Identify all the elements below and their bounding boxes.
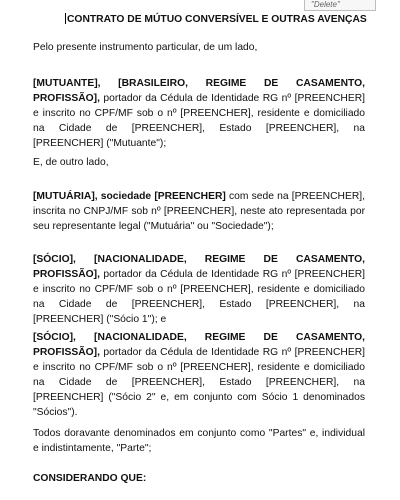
intro-paragraph: Pelo presente instrumento particular, de um lado, — [33, 42, 258, 53]
socio2-party-details: portador da Cédula de Identidade RG nº [PREENCHER] e inscrito no CPF/MF sob o nº [PREENCHER], residente e domiciliado na Cidade de [PREENCHER], Estado [PREENCHER], na [PREENCHER] ("Sócio 2" e, em conjunto com Sócio 1 denominados "Sócios"). — [33, 347, 365, 418]
document-title — [65, 13, 365, 25]
text-cursor — [65, 13, 66, 24]
other-side-paragraph: E, de outro lado, — [33, 157, 109, 168]
mutuaria-party-name: [MUTUÁRIA], sociedade [PREENCHER] — [33, 191, 226, 202]
mutuante-paragraph — [33, 76, 365, 151]
socio2-paragraph — [33, 330, 365, 420]
socio2-party-name: [SÓCIO], [NACIONALIDADE, REGIME DE CASAMENTO, PROFISSÃO], — [33, 332, 365, 358]
socio1-paragraph — [33, 252, 365, 327]
mutuaria-paragraph — [33, 189, 365, 234]
document-title-text: CONTRATO DE MÚTUO CONVERSÍVEL E OUTRAS AVENÇAS — [67, 14, 367, 25]
socio1-party-details: portador da Cédula de Identidade RG nº [PREENCHER] e inscrito no CPF/MF sob o nº [PREENCHER], residente e domiciliado na Cidade de [PREENCHER], Estado [PREENCHER], na [PREENCHER] ("Sócio 1"); e — [33, 269, 365, 325]
mutuante-party-details: portador da Cédula de Identidade RG nº [PREENCHER] e inscrito no CPF/MF sob o nº [PREENCHER], residente e domiciliado na Cidade de [PREENCHER], Estado [PREENCHER], na [PREENCHER] ("Mutuante"); — [33, 93, 365, 149]
mutuante-party-name: [MUTUANTE], [BRASILEIRO, REGIME DE CASAMENTO, PROFISSÃO], — [33, 78, 365, 104]
partes-paragraph: Todos doravante denominados em conjunto como "Partes" e, individual e indistintamente, "Parte"; — [33, 428, 365, 454]
delete-comment-tag[interactable]: "Delete" — [304, 0, 376, 11]
socio1-party-name: [SÓCIO], [NACIONALIDADE, REGIME DE CASAMENTO, PROFISSÃO], — [33, 254, 365, 280]
mutuaria-party-details: com sede na [PREENCHER], inscrita no CNPJ/MF sob nº [PREENCHER], neste ato representada por seu representante legal ("Mutuária" ou "Sociedade"); — [33, 191, 365, 232]
considerando-heading: CONSIDERANDO QUE: — [33, 473, 147, 484]
